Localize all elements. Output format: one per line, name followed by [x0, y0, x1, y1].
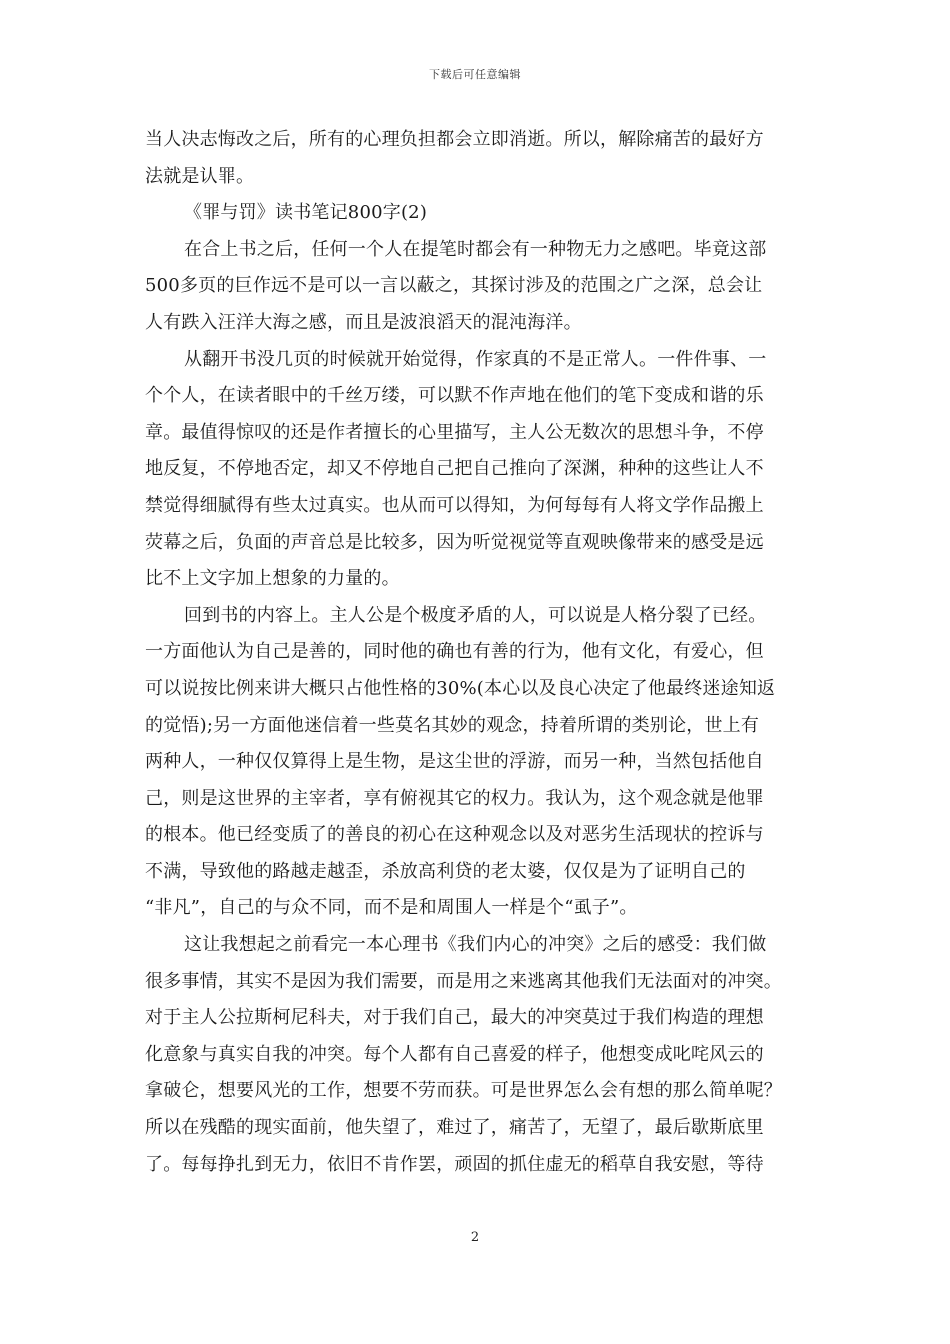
text-line: 人有跌入汪洋大海之感，而且是波浪滔天的混沌海洋。	[145, 311, 582, 333]
text-line: 这让我想起之前看完一本心理书《我们内心的冲突》之后的感受：我们做	[184, 934, 767, 956]
text-line: 一方面他认为自己是善的，同时他的确也有善的行为，他有文化，有爱心，但	[145, 641, 764, 663]
text-line: 的根本。他已经变质了的善良的初心在这种观念以及对恶劣生活现状的控诉与	[145, 824, 764, 846]
page-number: 2	[470, 1230, 480, 1245]
text-line: 在合上书之后，任何一个人在提笔时都会有一种物无力之感吧。毕竟这部	[184, 238, 767, 260]
text-line: 了。每每挣扎到无力，依旧不肯作罢，顽固的抓住虚无的稻草自我安慰，等待	[145, 1153, 764, 1175]
text-line: 拿破仑，想要风光的工作，想要不劳而获。可是世界怎么会有想的那么简单呢？	[145, 1080, 782, 1102]
text-line: 当人决志悔改之后，所有的心理负担都会立即消逝。所以，解除痛苦的最好方	[145, 129, 764, 150]
section-heading: 《罪与罚》读书笔记800字(2)	[184, 202, 428, 224]
text-line: “非凡”，自己的与众不同，而不是和周围人一样是个“虱子”。	[145, 897, 638, 919]
text-line: 可以说按比例来讲大概只占他性格的30%(本心以及良心决定了他最终迷途知返	[145, 677, 776, 699]
text-line: 地反复，不停地否定，却又不停地自己把自己推向了深渊，种种的这些让人不	[145, 458, 764, 480]
document-body	[145, 122, 807, 1183]
text-line: 章。最值得惊叹的还是作者擅长的心里描写，主人公无数次的思想斗争，不停	[145, 421, 764, 443]
text-line: 对于主人公拉斯柯尼科夫，对于我们自己，最大的冲突莫过于我们构造的理想	[145, 1007, 764, 1029]
text-line: 比不上文字加上想象的力量的。	[145, 568, 400, 590]
text-line: 化意象与真实自我的冲突。每个人都有自己喜爱的样子，他想变成叱咤风云的	[145, 1043, 764, 1065]
text-line: 回到书的内容上。主人公是个极度矛盾的人，可以说是人格分裂了已经。	[184, 604, 767, 626]
text-line: 禁觉得细腻得有些太过真实。也从而可以得知，为何每每有人将文学作品搬上	[145, 494, 764, 516]
text-line: 己，则是这世界的主宰者，享有俯视其它的权力。我认为，这个观念就是他罪	[145, 787, 764, 809]
text-line: 500多页的巨作远不是可以一言以蔽之，其探讨涉及的范围之广之深，总会让	[145, 275, 763, 297]
text-line: 的觉悟);另一方面他迷信着一些莫名其妙的观念，持着所谓的类别论，世上有	[145, 714, 760, 736]
text-line: 很多事情，其实不是因为我们需要，而是用之来逃离其他我们无法面对的冲突。	[145, 970, 782, 992]
text-line: 个个人，在读者眼中的千丝万缕，可以默不作声地在他们的笔下变成和谐的乐	[145, 385, 764, 407]
text-line: 所以在残酷的现实面前，他失望了，难过了，痛苦了，无望了，最后歇斯底里	[145, 1117, 764, 1139]
page-header: 下载后可任意编辑	[429, 68, 521, 81]
text-line: 从翻开书没几页的时候就开始觉得，作家真的不是正常人。一件件事、一	[184, 348, 767, 370]
text-line: 不满，导致他的路越走越歪，杀放高利贷的老太婆，仅仅是为了证明自己的	[145, 860, 746, 882]
text-line: 法就是认罪。	[145, 165, 255, 187]
text-line: 两种人，一种仅仅算得上是生物，是这尘世的浮游，而另一种，当然包括他自	[145, 751, 764, 773]
text-line: 荧幕之后，负面的声音总是比较多，因为听觉视觉等直观映像带来的感受是远	[145, 531, 764, 553]
